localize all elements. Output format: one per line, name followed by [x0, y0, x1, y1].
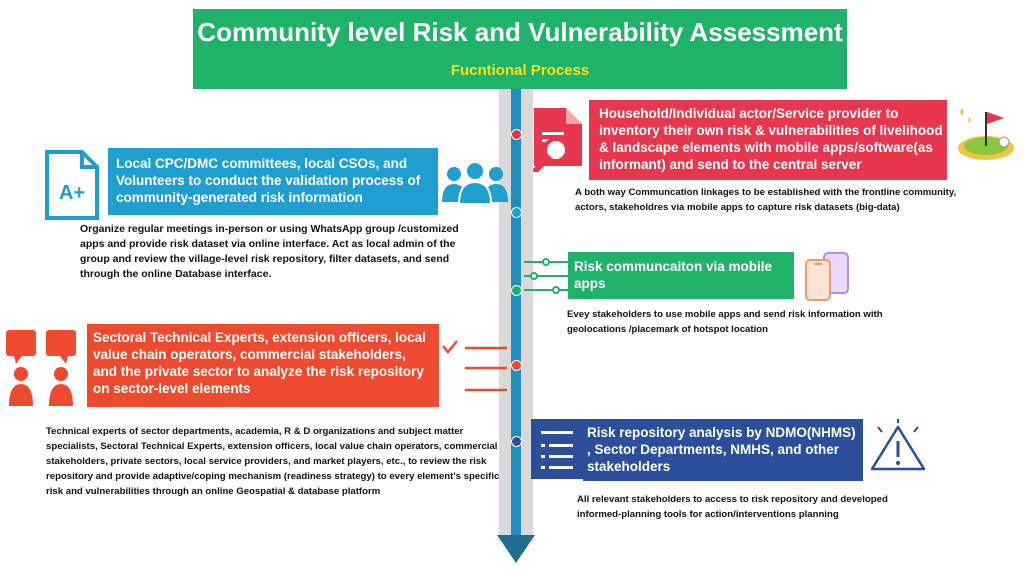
warning-triangle-icon: [868, 419, 928, 473]
step-5-title: Risk repository analysis by NDMO(NHMS) , Sector Departments, NMHS, and other stakeholders: [587, 425, 856, 474]
title-banner: [193, 9, 847, 89]
step-3-title: Risk communcaiton via mobile apps: [574, 259, 773, 291]
step-3-box: [568, 252, 794, 299]
flag-island-icon: [954, 102, 1018, 166]
document-a-plus-icon: [44, 149, 100, 221]
step-2-title: Local CPC/DMC committees, local CSOs, and Volunteers to conduct the validation process of community-generated risk information: [116, 156, 421, 205]
timeline-dot-1: [511, 129, 522, 140]
people-group-icon: [441, 160, 509, 206]
mobile-phones-icon: [802, 251, 852, 301]
grade-text: A+: [58, 182, 86, 204]
report-search-icon: [528, 106, 588, 172]
step-4-title: Sectoral Technical Experts, extension officers, local value chain operators, commercial stakeholders, and the private sector to analyze the risk repository on sector-level elements: [93, 330, 426, 396]
chat-people-icon: [4, 328, 84, 408]
checklist-lines: [441, 340, 511, 400]
step-1-description: A both way Communcation linkages to be established with the frontline community, actors, stakeholdres via mobile apps to capture risk datasets (big-data): [575, 187, 957, 213]
step-1-title: Household/Individual actor/Service provider to inventory their own risk & vulnerabilities of livelihood & landscape elements with mobile apps/software(as informant) and send to the central server: [599, 106, 943, 172]
step-4-box: [87, 324, 439, 407]
step-5-description: All relevant stakeholders to access to risk repository and developed informed-planning tools for action/interventions planning: [577, 494, 888, 520]
step-4-description: Technical experts of sector departments, academia, R & D organizations and subject matter specialists, Sectoral Technical Experts, extension officers, local value chain operators, commercial stakeholders, private sectors, local service providers, and market players, etc., to review the risk repository and provide adaptive/coping mechanism (readiness strategy) to every element's specific risk and vulnerabilities through an online Geospatial & database platform: [46, 426, 500, 497]
signal-lines: [520, 255, 570, 297]
list-icon: [531, 419, 583, 479]
step-2-description: Organize regular meetings in-person or using WhatsApp group /customized apps and provide risk dataset via online interface. Act as local admin of the group and review the village-level risk repository, filter datasets, and send through the online Database interface.: [80, 223, 459, 280]
step-1-box: [589, 100, 947, 180]
step-3-description: Evey stakeholders to use mobile apps and send risk information with geolocations /placemark of hotspot location: [567, 309, 883, 335]
page-title: Community level Risk and Vulnerability Assessment: [197, 17, 843, 47]
timeline-line: [511, 89, 521, 544]
page-subtitle: Fucntional Process: [450, 62, 590, 79]
timeline-dot-4: [511, 360, 522, 371]
step-2-box: [108, 148, 438, 215]
timeline-dot-2: [511, 207, 522, 218]
timeline-arrowhead: [497, 535, 535, 565]
step-5-box: [583, 419, 863, 481]
timeline-dot-5: [511, 436, 522, 447]
